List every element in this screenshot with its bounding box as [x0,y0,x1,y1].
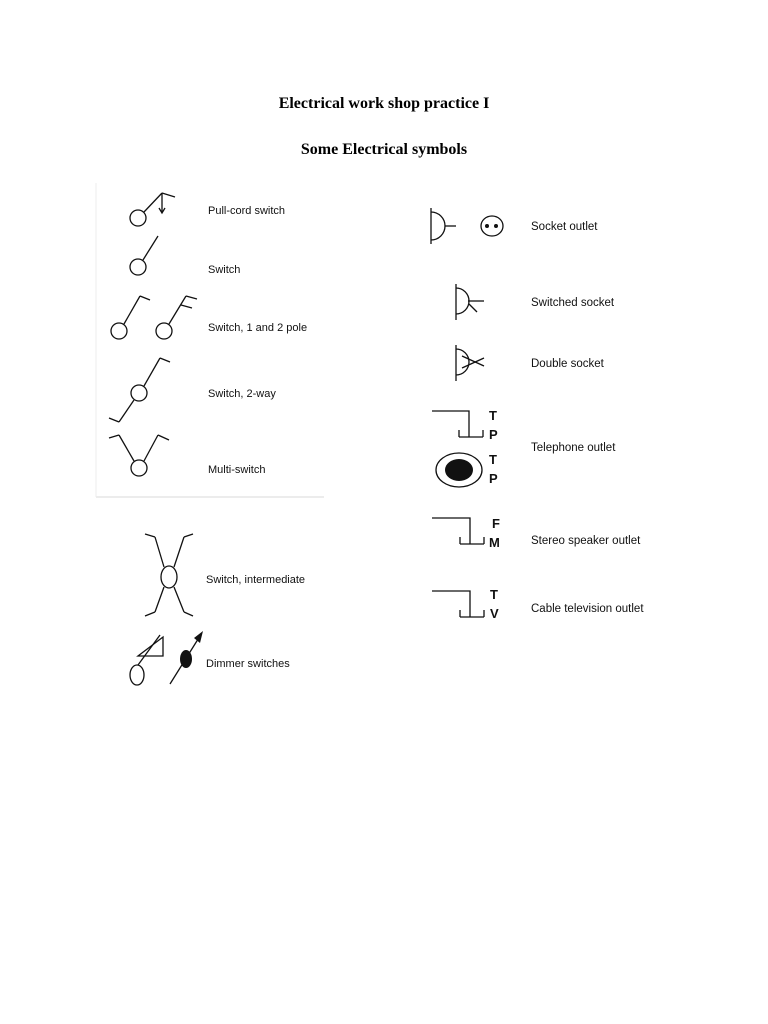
telephone-outlet-icon [432,411,483,437]
switch-2-pole-icon [156,296,197,339]
document-title: Electrical work shop practice I [278,95,490,112]
tp-bottom-p: P [489,471,498,486]
switch-2-way-icon [109,358,170,422]
dimmer-switches-label: Dimmer switches [206,658,290,670]
double-socket-icon [456,345,484,381]
multi-switch-label: Multi-switch [208,464,266,476]
switch-intermediate-icon [145,534,193,616]
document-subtitle: Some Electrical symbols [300,141,468,158]
switch-label: Switch [208,264,241,276]
socket-outlet-icon [431,208,503,244]
pull-cord-switch-label: Pull-cord switch [208,205,286,217]
switch-2-way-label: Switch, 2-way [208,388,276,400]
switch-icon [130,236,158,275]
fm-f: F [492,516,500,531]
socket-outlet-label: Socket outlet [531,221,598,233]
switch-1-pole-icon [111,296,150,339]
switch-intermediate-label: Switch, intermediate [206,574,306,586]
fm-m: M [489,535,500,550]
telephone-outlet-label: Telephone outlet [531,442,616,454]
double-socket-label: Double socket [531,358,604,370]
cable-tv-outlet-icon [432,591,484,617]
switch-1-2-pole-label: Switch, 1 and 2 pole [208,322,308,334]
stereo-speaker-outlet-label: Stereo speaker outlet [531,535,641,547]
pull-cord-switch-icon [130,193,175,226]
tp-top-p: P [489,427,498,442]
switched-socket-label: Switched socket [531,297,615,309]
dimmer-switch-icon [130,635,163,685]
stereo-speaker-outlet-icon [432,518,484,544]
dimmer-switch-2-icon [170,631,203,684]
telephone-outlet-round-icon [436,453,482,487]
tv-v: V [490,606,499,621]
tv-t: T [490,587,498,602]
tp-top-t: T [489,408,497,423]
tp-bottom-t: T [489,452,497,467]
multi-switch-icon [109,435,169,476]
switched-socket-icon [456,284,484,320]
cable-television-outlet-label: Cable television outlet [531,603,644,615]
